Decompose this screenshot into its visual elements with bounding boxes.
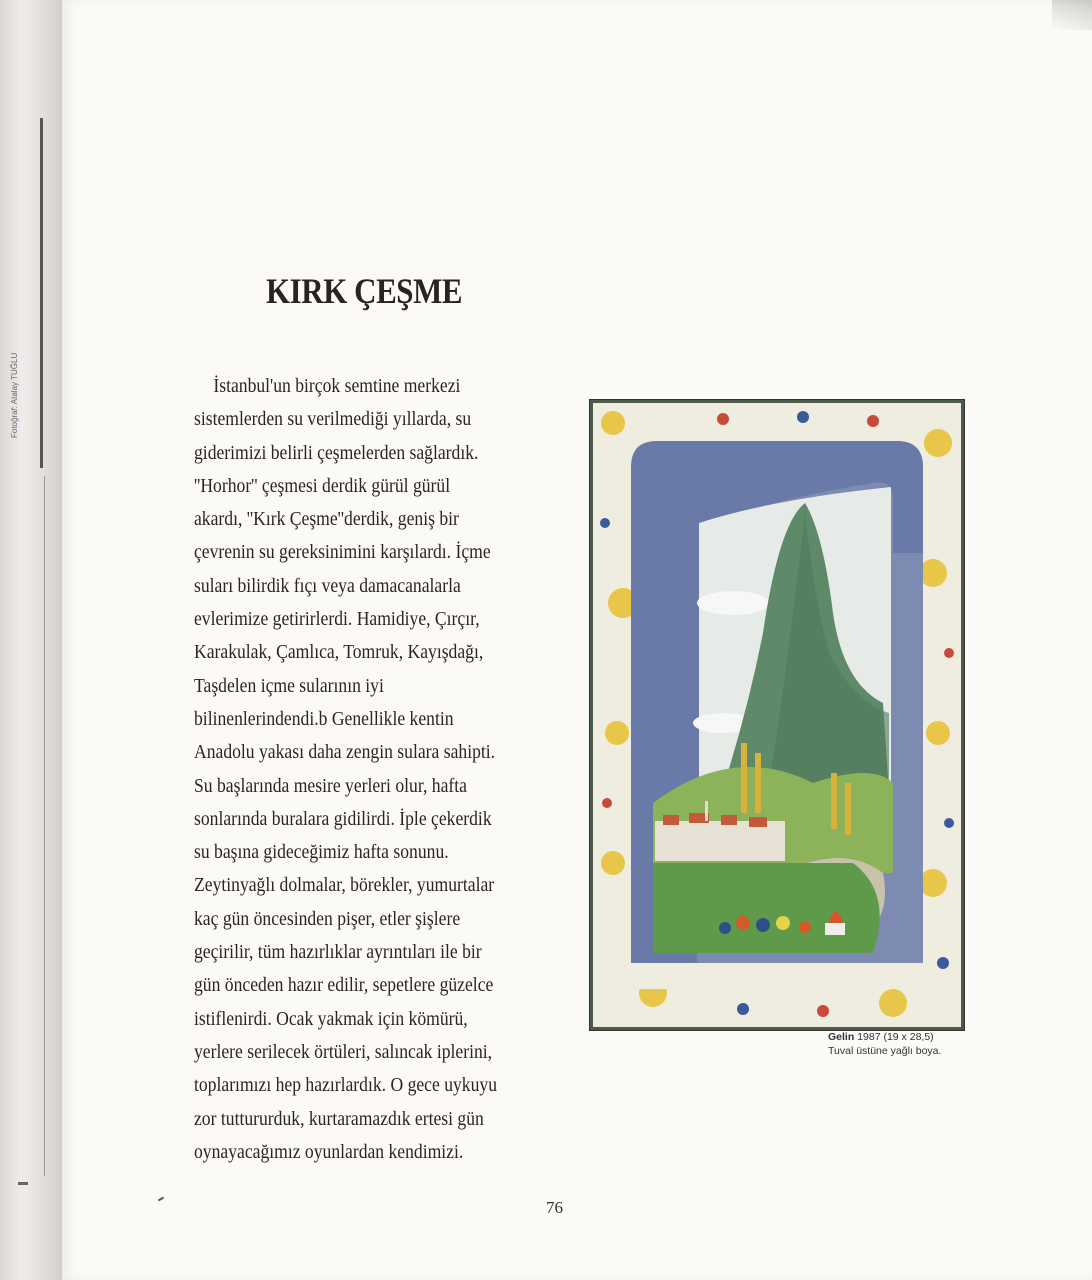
text-line: akardı, ''Kırk Çeşme''derdik, geniş bir: [194, 508, 459, 531]
text-line: ''Horhor'' çeşmesi derdik gürül gürül: [194, 474, 451, 497]
spine-caption: Fotoğraf: Atalay TUĞLU: [10, 352, 19, 438]
text-line: Zeytinyağlı dolmalar, börekler, yumurtalar: [194, 874, 495, 897]
text-line: suları bilirdik fıçı veya damacanalarla: [194, 574, 461, 597]
edge-mark: [18, 1182, 28, 1185]
text-line: kaç gün öncesinden pişer, etler şişlere: [194, 907, 461, 930]
text-line: istiflenirdi. Ocak yakmak için kömürü,: [194, 1007, 468, 1030]
text-line: Karakulak, Çamlıca, Tomruk, Kayışdağı,: [194, 641, 484, 664]
page-title: KIRK ÇEŞME: [266, 271, 463, 311]
caption-medium: Tuval üstüne yağlı boya.: [828, 1045, 942, 1057]
text-line: geçirilir, tüm hazırlıklar ayrıntıları ile bir: [194, 941, 482, 964]
text-line: İstanbul'un birçok semtine merkezi: [213, 375, 461, 397]
text-line: su başına gideceğimiz hafta sonunu.: [194, 841, 449, 864]
body-paragraph: [194, 370, 564, 1169]
edge-rule: [40, 118, 43, 468]
painting-artwork: [593, 403, 961, 1027]
caption-title-line: [828, 1030, 1028, 1044]
text-line: sonlarında buralara gidilirdi. İple çekerdik: [194, 807, 492, 830]
caption-title: Gelin: [828, 1031, 855, 1043]
text-line: zor tuttururduk, kurtaramazdık ertesi gün: [194, 1107, 484, 1130]
adjacent-page-edge: [0, 0, 62, 1280]
painting-image: [590, 400, 964, 1030]
text-line: Su başlarında mesire yerleri olur, hafta: [194, 774, 467, 797]
text-line: giderimizi belirli çeşmelerden sağlardık.: [194, 441, 479, 464]
book-page: [62, 0, 1092, 1280]
painting-caption: [828, 1030, 1028, 1058]
text-line: sistemlerden su verilmediği yıllarda, su: [194, 408, 472, 431]
ink-mark: [158, 1197, 164, 1202]
text-line: çevrenin su gereksinimini karşılardı. İçme: [194, 541, 491, 564]
corner-shadow: [1052, 0, 1092, 30]
text-line: oynayacağımız oyunlardan kendimizi.: [194, 1140, 464, 1163]
text-line: gün önceden hazır edilir, sepetlere güzelce: [194, 974, 494, 997]
text-line: Taşdelen içme sularının iyi: [194, 674, 384, 697]
caption-year-size: 1987 (19 x 28,5): [857, 1031, 934, 1043]
text-line: yerlere serilecek örtüleri, salıncak iplerini,: [194, 1040, 493, 1063]
edge-rule-thin: [44, 476, 45, 1176]
text-line: Anadolu yakası daha zengin sulara sahipti.: [194, 741, 496, 764]
page-number: 76: [546, 1198, 563, 1217]
text-line: bilinenlerindendi.b Genellikle kentin: [194, 707, 454, 730]
text-line: evlerimize getirirlerdi. Hamidiye, Çırçır,: [194, 608, 480, 631]
text-line: toplarımızı hep hazırlardık. O gece uykuyu: [194, 1074, 498, 1097]
